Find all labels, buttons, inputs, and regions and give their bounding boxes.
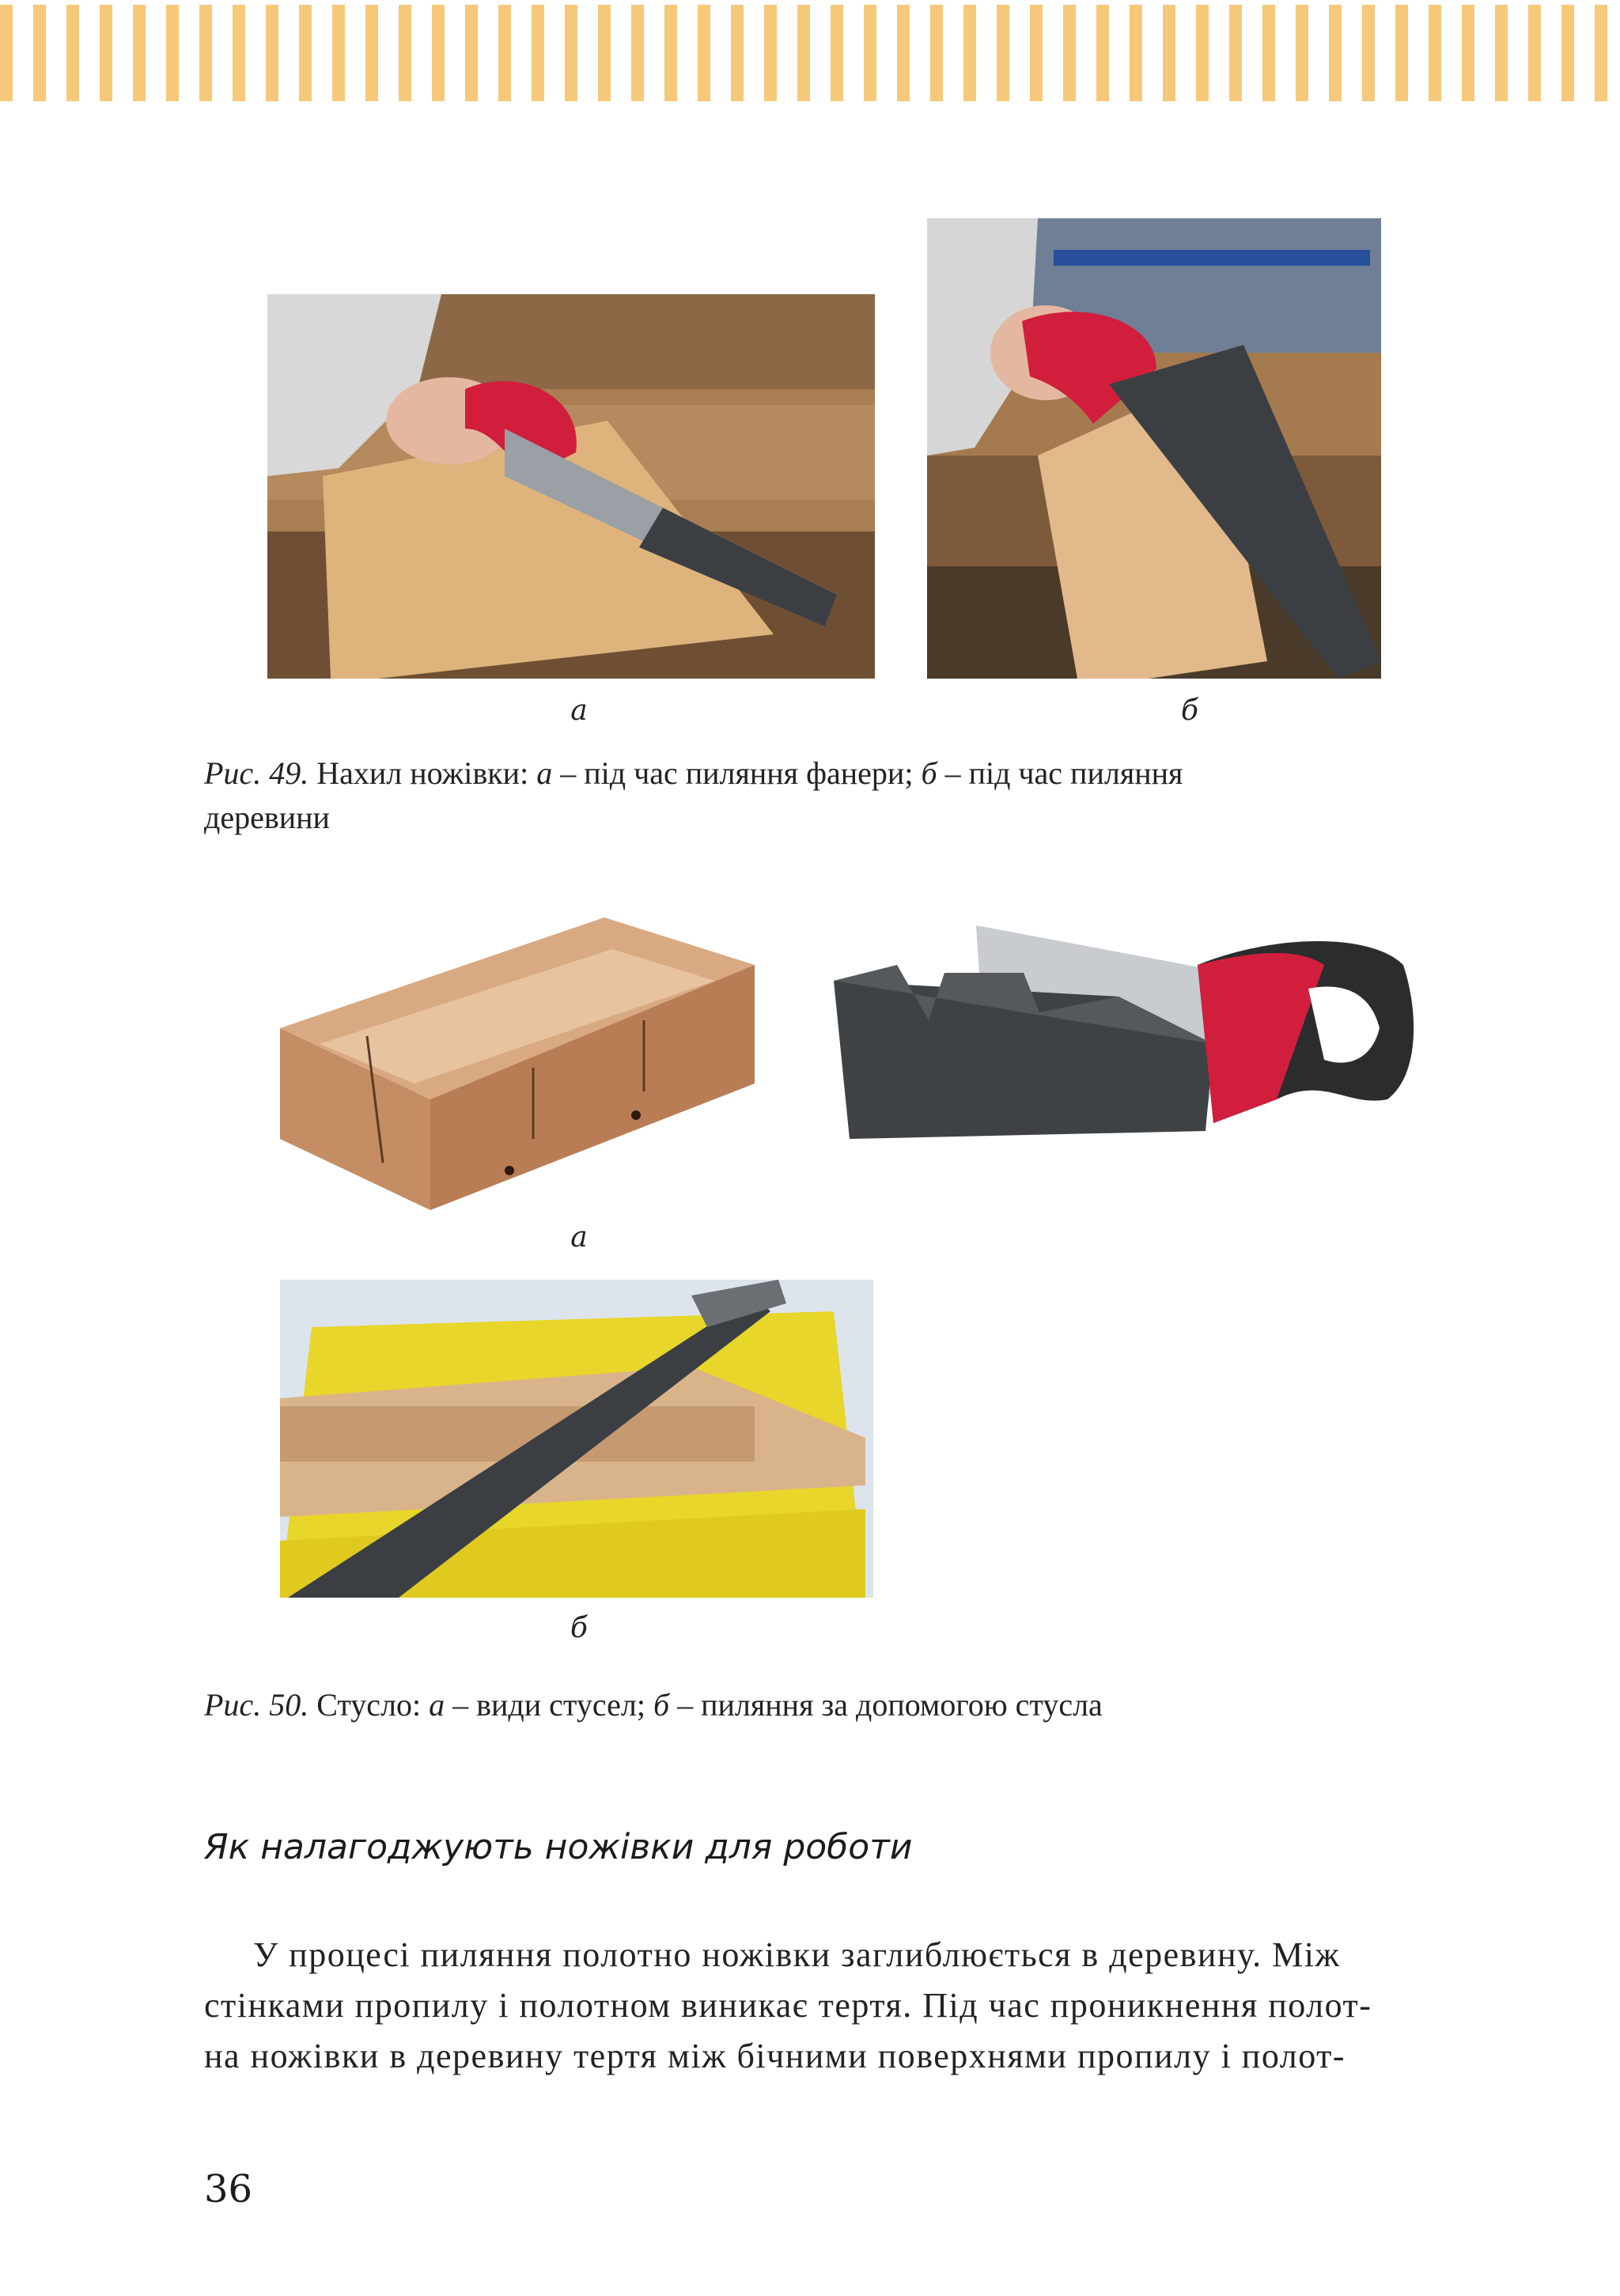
section-heading: Як налагоджують ножівки для роботи — [204, 1827, 913, 1867]
metal-miter-box-photo-icon — [834, 917, 1419, 1147]
photo-sawing-plywood — [267, 294, 875, 679]
photo-sawing-board — [927, 218, 1381, 679]
figure-49-label-a: а — [570, 694, 588, 727]
section-body — [204, 1930, 1501, 2082]
figure-49-caption — [204, 751, 1549, 840]
caption-ref-a: а — [536, 755, 553, 791]
figure-49-number: Рис. 49. — [204, 755, 309, 791]
caption-ref-a-text: – під час пиляння фанери; — [552, 755, 922, 791]
photo-metal-miter-box — [834, 917, 1419, 1147]
caption-ref-b: б — [653, 1687, 670, 1723]
body-line: У процесі пиляння полотно ножівки заглиблюється в деревину. Між — [253, 1935, 1341, 1974]
figure-49-label-b: б — [1181, 694, 1198, 727]
sawing-plywood-photo-icon — [267, 294, 875, 679]
wooden-miter-box-photo-icon — [272, 902, 763, 1218]
decorative-top-stripes — [0, 0, 1620, 101]
figure-50-label-a: а — [570, 1221, 588, 1254]
figure-50-caption-text: Стусло: — [308, 1687, 430, 1723]
sawing-board-photo-icon — [927, 218, 1381, 679]
figure-50-number: Рис. 50. — [204, 1687, 309, 1723]
figure-50-caption — [204, 1683, 1549, 1727]
photo-wooden-miter-box — [272, 902, 763, 1218]
caption-ref-b-text: – пиляння за допомогою стусла — [669, 1687, 1103, 1723]
figure-50-label-b: б — [570, 1612, 588, 1644]
caption-ref-a-text: – види стусел; — [445, 1687, 653, 1723]
body-line: на ножівки в деревину тертя між бічними поверхнями пропилу і полот- — [204, 2037, 1346, 2075]
figure-49-caption-line2: деревини — [204, 800, 330, 835]
figure-49-caption-text: Нахил ножівки: — [308, 755, 537, 791]
photo-yellow-miter-box — [280, 1280, 873, 1598]
yellow-miter-box-photo-icon — [280, 1280, 873, 1598]
caption-ref-b: б — [921, 755, 937, 791]
caption-ref-a: а — [429, 1687, 445, 1723]
caption-ref-b-text: – під час пиляння — [937, 755, 1183, 791]
top-edge — [0, 0, 1620, 5]
body-line: стінками пропилу і полотном виникає тертя. Під час проникнення полот- — [204, 1986, 1372, 2025]
page-number: 36 — [204, 2167, 253, 2211]
